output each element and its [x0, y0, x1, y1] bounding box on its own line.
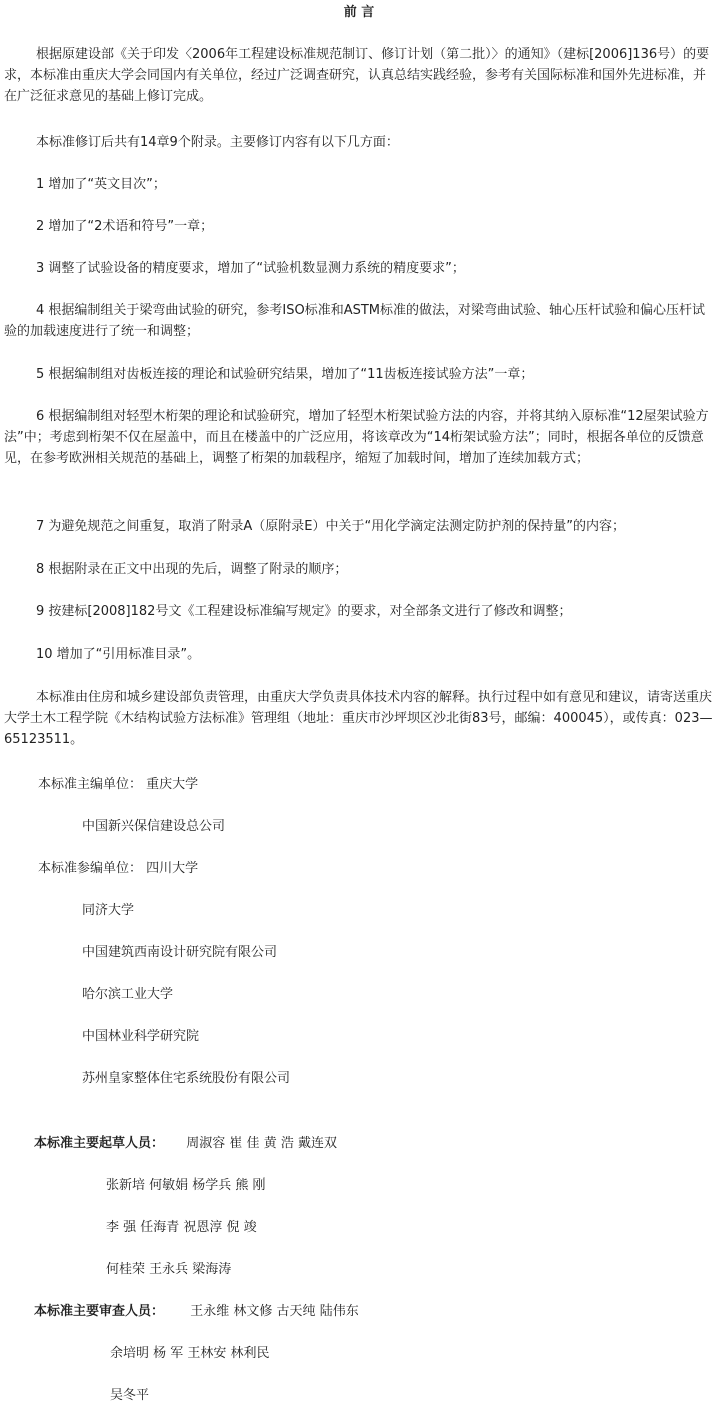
- participant-unit: 中国建筑西南设计研究院有限公司: [82, 945, 278, 960]
- participant-unit: 苏州皇家整体住宅系统股份有限公司: [82, 1071, 291, 1086]
- drafters-names: 周淑容 崔 佳 黄 浩 戴连双: [186, 1136, 337, 1151]
- revision-item: 3 调整了试验设备的精度要求，增加了“试验机数显测力系统的精度要求”；: [36, 261, 465, 276]
- drafters-names: 李 强 任海青 祝恩淳 倪 竣: [106, 1220, 257, 1235]
- chief-editor-unit: 重庆大学: [146, 777, 199, 792]
- participant-row: [38, 860, 198, 878]
- reviewers-row: [34, 1303, 359, 1321]
- summary-paragraph: 本标准修订后共有14章9个附录。主要修订内容有以下几方面：: [36, 135, 399, 150]
- participant-unit: 同济大学: [82, 903, 135, 918]
- revision-item: 1 增加了“英文目次”；: [36, 177, 166, 192]
- participant-unit: 中国林业科学研究院: [82, 1029, 200, 1044]
- reviewers-names: 余培明 杨 军 王林安 林利民: [110, 1346, 270, 1361]
- revision-item: 4 根据编制组关于梁弯曲试验的研究，参考ISO标准和ASTM标准的做法，对梁弯曲试验、轴心压杆试验和偏心压杆试验的加载速度进行了统一和调整；: [4, 303, 706, 339]
- revision-item: 10 增加了“引用标准目录”。: [36, 647, 201, 662]
- page-title: 前 言: [343, 5, 375, 20]
- intro-paragraph: 根据原建设部《关于印发〈2006年工程建设标准规范制订、修订计划（第二批）〉的通知》（建标[2006]136号）的要求，本标准由重庆大学会同国内有关单位，经过广泛调查研究，认真总结实践经验，参考有关国际标准和国外先进标准，并在广泛征求意见的基础上修订完成。: [4, 47, 710, 104]
- participant-label: 本标准参编单位：: [38, 861, 143, 876]
- drafters-names: 张新培 何敏娟 杨学兵 熊 刚: [106, 1178, 266, 1193]
- contact-paragraph: 本标准由住房和城乡建设部负责管理，由重庆大学负责具体技术内容的解释。执行过程中如有意见和建议，请寄送重庆大学土木工程学院《木结构试验方法标准》管理组（地址：重庆市沙坪坝区沙北街83号，邮编：400045），或传真：023—65123511。: [4, 690, 713, 747]
- drafters-row: [34, 1135, 337, 1153]
- revision-item: 9 按建标[2008]182号文《工程建设标准编写规定》的要求，对全部条文进行了修改和调整；: [36, 604, 572, 619]
- reviewers-label: 本标准主要审查人员：: [34, 1304, 165, 1319]
- revision-item: 8 根据附录在正文中出现的先后，调整了附录的顺序；: [36, 562, 348, 577]
- reviewers-names: 吴冬平: [110, 1388, 150, 1403]
- drafters-label: 本标准主要起草人员：: [34, 1136, 165, 1151]
- revision-item: 6 根据编制组对轻型木桁架的理论和试验研究，增加了轻型木桁架试验方法的内容，并将其纳入原标准“12屋架试验方法”中；考虑到桁架不仅在屋盖中，而且在楼盖中的广泛应用，将该章改为“14桁架试验方法”；同时，根据各单位的反馈意见，在参考欧洲相关规范的基础上，调整了桁架的加载程序，缩短了加载时间，增加了连续加载方式；: [4, 409, 709, 466]
- drafters-names: 何桂荣 王永兵 梁海涛: [106, 1262, 232, 1277]
- chief-editor-unit: 中国新兴保信建设总公司: [82, 819, 226, 834]
- reviewers-names: 王永维 林文修 古天纯 陆伟东: [190, 1304, 359, 1319]
- revision-item: 2 增加了“2术语和符号”一章；: [36, 219, 214, 234]
- revision-item: 5 根据编制组对齿板连接的理论和试验研究结果，增加了“11齿板连接试验方法”一章；: [36, 367, 534, 382]
- revision-item: 7 为避免规范之间重复，取消了附录A（原附录E）中关于“用化学滴定法测定防护剂的保持量”的内容；: [36, 519, 625, 534]
- participant-unit: 哈尔滨工业大学: [82, 987, 174, 1002]
- participant-unit: 四川大学: [146, 861, 199, 876]
- chief-editor-label: 本标准主编单位：: [38, 777, 143, 792]
- chief-editor-row: [38, 776, 198, 794]
